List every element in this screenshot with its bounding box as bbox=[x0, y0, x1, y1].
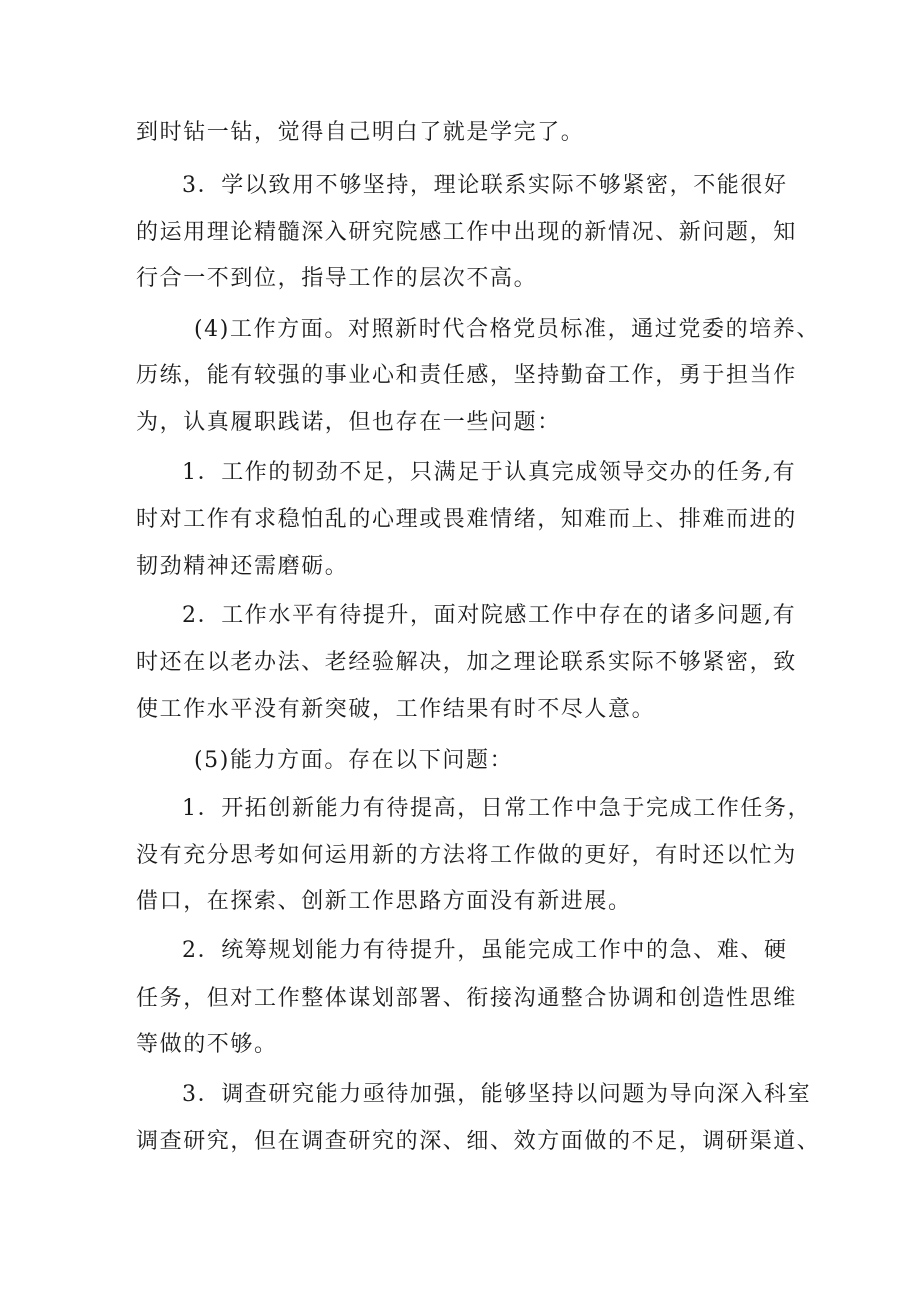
text-line: 韧劲精神还需磨砺。 bbox=[136, 554, 349, 579]
text-line: 2．统筹规划能力有待提升，虽能完成工作中的急、难、硬 bbox=[182, 938, 788, 963]
text-line: 2．工作水平有待提升，面对院感工作中存在的诸多问题,有 bbox=[182, 603, 797, 628]
text-line: 等做的不够。 bbox=[136, 1032, 278, 1057]
text-line: 3．调查研究能力亟待加强，能够坚持以问题为导向深入科室 bbox=[182, 1082, 812, 1107]
text-line: 调查研究，但在调查研究的深、细、效方面做的不足，调研渠道、 bbox=[136, 1129, 821, 1154]
section-heading: (5)能力方面。存在以下问题： bbox=[194, 748, 514, 773]
text-line: 1．工作的韧劲不足，只满足于认真完成领导交办的任务,有 bbox=[182, 460, 797, 485]
text-line: 时还在以老办法、老经验解决，加之理论联系实际不够紧密，致 bbox=[136, 650, 797, 675]
text-line: 任务，但对工作整体谋划部署、衔接沟通整合协调和创造性思维 bbox=[136, 986, 797, 1011]
text-line: 的运用理论精髓深入研究院感工作中出现的新情况、新问题，知 bbox=[136, 220, 797, 245]
section-heading: (4)工作方面。对照新时代合格党员标准，通过党委的培养、 bbox=[194, 317, 820, 342]
text-line: 历练，能有较强的事业心和责任感，坚持勤奋工作，勇于担当作 bbox=[136, 363, 797, 388]
text-line: 为，认真履职践诺，但也存在一些问题： bbox=[136, 410, 561, 435]
text-line: 1．开拓创新能力有待提高，日常工作中急于完成工作任务， bbox=[182, 796, 812, 821]
text-line: 3．学以致用不够坚持，理论联系实际不够紧密，不能很好 bbox=[182, 173, 788, 198]
text-line: 没有充分思考如何运用新的方法将工作做的更好，有时还以忙为 bbox=[136, 843, 797, 868]
text-line: 借口，在探索、创新工作思路方面没有新进展。 bbox=[136, 889, 632, 914]
text-line: 到时钻一钻，觉得自己明白了就是学完了。 bbox=[136, 120, 585, 145]
text-line: 时对工作有求稳怕乱的心理或畏难情绪，知难而上、排难而进的 bbox=[136, 507, 797, 532]
text-line: 使工作水平没有新突破，工作结果有时不尽人意。 bbox=[136, 697, 656, 722]
text-line: 行合一不到位，指导工作的层次不高。 bbox=[136, 266, 538, 291]
